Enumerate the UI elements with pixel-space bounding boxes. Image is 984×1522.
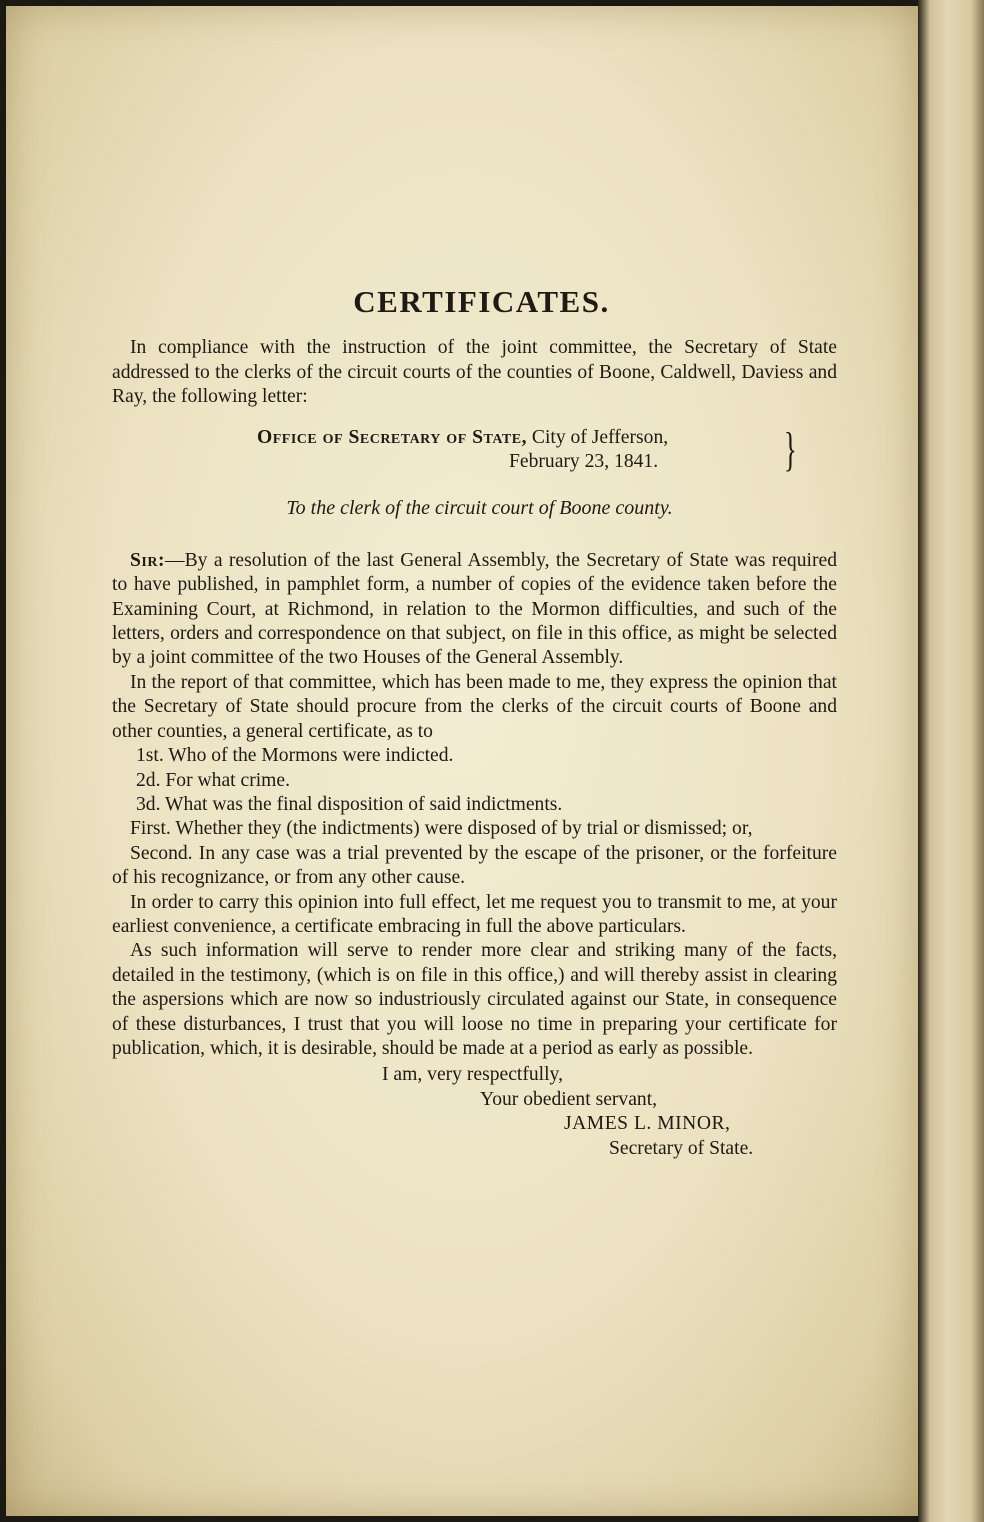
list-item-1: 1st. Who of the Mormons were indicted. <box>136 745 454 767</box>
dateline-office: Office of Secretary of State, <box>257 426 527 448</box>
list-item-3: 3d. What was the final disposition of said indictments. <box>136 793 563 815</box>
page-content <box>112 284 837 1161</box>
letter-paragraph-6: As such information will serve to render more clear and striking many of the facts, detailed in the testimony, (which is on file in this office,) and will thereby assist in clearing the aspersions which are now so industriously circulated against our State, in consequence of these disturbances, I trust that you will loose no time in preparing your certificate for publication, which, it is desirable, should be made at a period as early as possible. <box>112 940 837 1059</box>
dateline-line-1 <box>257 426 837 450</box>
letter-dateline <box>112 422 837 476</box>
page-title: CERTIFICATES. <box>353 284 610 319</box>
list-item-2: 2d. For what crime. <box>136 769 290 791</box>
letter-closing <box>112 1063 837 1161</box>
letter-paragraph-1 <box>112 549 837 671</box>
letter-paragraph-4: Second. In any case was a trial prevented by the escape of the prisoner, or the forfeiture of his recognizance, or from any other cause. <box>112 842 837 889</box>
letter-paragraph-5: In order to carry this opinion into full effect, let me request you to transmit to me, at your earliest convenience, a certificate embracing in full the above particulars. <box>112 891 837 937</box>
intro-paragraph: In compliance with the instruction of the joint committee, the Secretary of State addressed to the clerks of the circuit courts of the counties of Boone, Caldwell, Daviess and Ray, the following letter: <box>112 337 837 408</box>
adjacent-page-edge <box>918 0 984 1522</box>
letter-paragraph-1-text: —By a resolution of the last General Assembly, the Secretary of State was required to have published, in pamphlet form, a number of copies of the evidence taken before the Examining Court, at Richmond, in relation to the Mormon difficulties, and such of the letters, orders and correspondence on that subject, on file in this office, as might be selected by a joint committee of the two Houses of the General Assembly. <box>112 549 837 669</box>
letter-paragraph-2: In the report of that committee, which has been made to me, they express the opinion that the Secretary of State should procure from the clerks of the circuit courts of Boone and other counties, a general certificate, as to <box>112 671 837 742</box>
closing-line-2: Your obedient servant, <box>480 1088 658 1110</box>
brace-glyph: } <box>784 422 797 476</box>
dateline-place: City of Jefferson, <box>531 426 669 448</box>
signature-name: JAMES L. MINOR, <box>564 1113 731 1135</box>
letter-paragraph-3: First. Whether they (the indictments) were disposed of by trial or dismissed; or, <box>130 818 753 840</box>
letter-salutation: To the clerk of the circuit court of Boone county. <box>286 497 673 520</box>
dateline-date: February 23, 1841. <box>509 451 659 473</box>
signature-office: Secretary of State. <box>609 1137 754 1159</box>
sir-label: Sir: <box>130 549 165 571</box>
closing-line-1: I am, very respectfully, <box>382 1064 563 1086</box>
